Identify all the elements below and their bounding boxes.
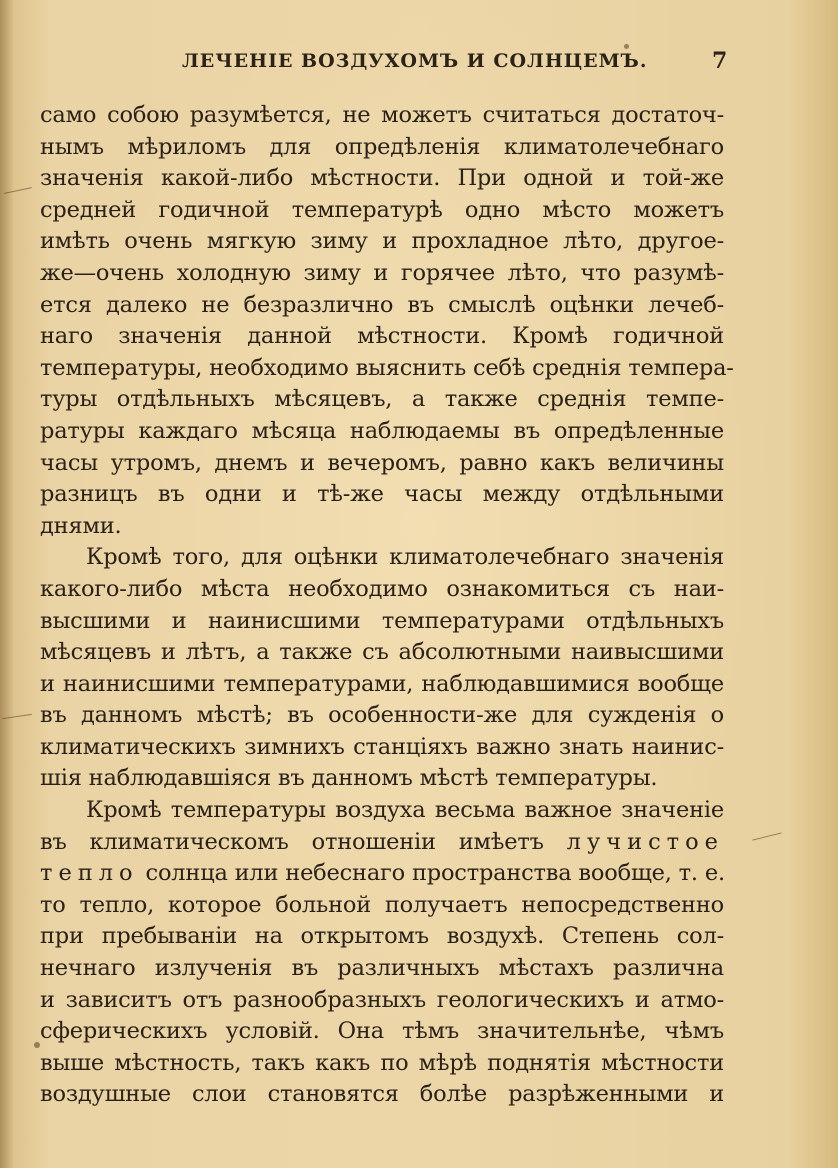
margin-tick — [2, 714, 32, 719]
margin-tick — [752, 832, 781, 840]
paper-speck — [624, 44, 629, 49]
text-line: нечнаго излученія въ различныхъ мѣстахъ различна — [40, 955, 724, 982]
paragraph-1 — [40, 100, 734, 542]
text-line: мѣсяцевъ и лѣтъ, а также съ абсолютными наивысшими — [40, 639, 724, 666]
running-title: ЛЕЧЕНІЕ ВОЗДУХОМЪ И СОЛНЦЕМЪ. — [182, 50, 648, 72]
text-line: высшими и наинисшими температурами отдѣльныхъ — [40, 607, 724, 634]
text-line: разницъ въ одни и тѣ-же часы между отдѣльными — [40, 481, 724, 508]
text-line: сферическихъ условій. Она тѣмъ значительнѣе, чѣмъ — [40, 1018, 724, 1045]
text-line: ется далеко не безразлично въ смыслѣ оцѣнки лечеб- — [40, 291, 724, 318]
paragraph-2 — [40, 542, 724, 795]
text-line: въ климатическомъ отношеніи имѣетъ лучистое — [40, 828, 724, 855]
text-line: и наинисшими температурами, наблюдавшимися вообще — [40, 670, 724, 697]
text-line: само собою разумѣется, не можетъ считаться достаточ- — [40, 102, 724, 128]
text-line: ратуры каждаго мѣсяца наблюдаемы въ опредѣленные — [40, 417, 724, 444]
text-line: воздушные слои становятся болѣе разрѣженными и — [40, 1081, 724, 1108]
text-line: Кромѣ температуры воздуха весьма важное значеніе — [86, 797, 724, 824]
text-line: часы утромъ, днемъ и вечеромъ, равно какъ величины — [40, 449, 724, 476]
text-line: Кромѣ того, для оцѣнки климатолечебнаго значенія — [86, 544, 724, 571]
running-head — [0, 50, 838, 76]
text-line: климатическихъ зимнихъ станціяхъ важно знать наинис- — [40, 733, 724, 760]
paper-speck — [34, 1042, 40, 1048]
text-line: нымъ мѣриломъ для опредѣленія климатолечебнаго — [40, 133, 724, 160]
text-line: туры отдѣльныхъ мѣсяцевъ, а также среднія темпе- — [40, 386, 724, 413]
text-line: шія наблюдавшіяся въ данномъ мѣстѣ температуры. — [40, 765, 658, 792]
page-number: 7 — [712, 48, 728, 74]
text-line: средней годичной температурѣ одно мѣсто можетъ — [40, 196, 724, 223]
text-line: температуры, необходимо выяснить себѣ среднія темпера- — [40, 354, 734, 381]
paragraph-3 — [40, 795, 724, 1111]
spaced-emphasis: лучистое — [566, 828, 724, 855]
text-line: значенія какой-либо мѣстности. При одной и той-же — [40, 165, 724, 192]
text-line: выше мѣстность, такъ какъ по мѣрѣ поднятія мѣстности — [40, 1049, 724, 1076]
text-line: днями. — [40, 512, 122, 539]
text-line: при пребываніи на открытомъ воздухѣ. Степень сол- — [40, 923, 724, 950]
text-line: имѣть очень мягкую зиму и прохладное лѣто, другое- — [40, 228, 724, 255]
margin-tick — [4, 187, 32, 194]
text-line: въ данномъ мѣстѣ; въ особенности-же для сужденія о — [40, 702, 724, 729]
text-line: наго значенія данной мѣстности. Кромѣ годичной — [40, 323, 724, 350]
spaced-emphasis: тепло — [40, 860, 139, 887]
body-text — [40, 100, 734, 1111]
text-line: и зависитъ отъ разнообразныхъ геологическихъ и атмо- — [40, 986, 724, 1013]
text-line: какого-либо мѣста необходимо ознакомиться съ наи- — [40, 575, 724, 602]
text-line: же—очень холодную зиму и горячее лѣто, что разумѣ- — [40, 259, 724, 286]
text-line: то тепло, которое больной получаетъ непосредственно — [40, 891, 724, 918]
text-line: тепло солнца или небеснаго пространства вообще, т. е. — [40, 860, 725, 887]
